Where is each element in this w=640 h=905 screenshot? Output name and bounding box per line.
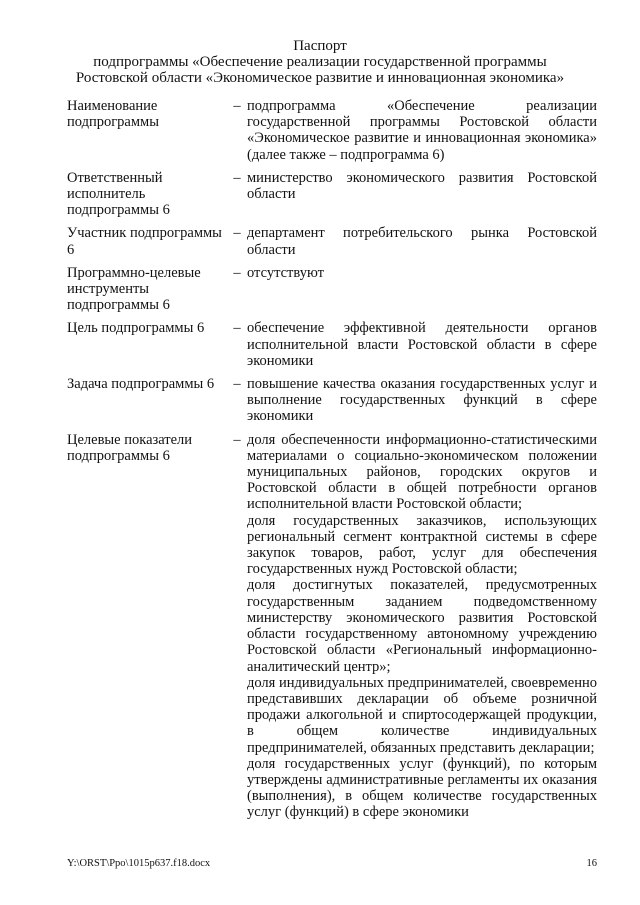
indicator-paragraph: доля достигнутых показателей, предусмотренных государственным заданием подведомственному министерству экономического развития Ростовской области государственному автономному учреждению Ростовской области «Региональный информационно-аналитический центр»; — [247, 577, 597, 675]
row-value: отсутствуют — [247, 264, 324, 281]
passport-row-goal — [67, 320, 597, 369]
row-label: Программно-целевые инструменты подпрограммы 6 — [67, 264, 201, 314]
row-value: повышение качества оказания государственных услуг и выполнение государственных функций в сфере экономики — [247, 376, 597, 425]
row-value: департамент потребительского рынка Ростовской области — [247, 225, 597, 258]
row-value: обеспечение эффективной деятельности органов исполнительной власти Ростовской области в сфере экономики — [247, 320, 597, 369]
document-title: Паспорт — [293, 38, 347, 54]
row-value: министерство экономического развития Ростовской области — [247, 169, 597, 203]
passport-row-name — [67, 98, 597, 163]
page-footer — [67, 858, 597, 870]
indicator-paragraph: доля индивидуальных предпринимателей, своевременно представивших декларации об объеме розничной продажи алкогольной и спиртосодержащей продукции, в общем количестве индивидуальных предпринимателей, обязанных представить декларации; — [247, 674, 597, 756]
row-label: Участник подпрограммы 6 — [67, 225, 222, 258]
passport-row-instruments — [67, 265, 597, 314]
document-subtitle-line-1: подпрограммы «Обеспечение реализации государственной программы — [93, 54, 547, 70]
row-separator: – — [233, 264, 241, 281]
passport-row-task — [67, 376, 597, 425]
row-value: подпрограмма «Обеспечение реализации государственной программы Ростовской области «Экономическое развитие и инновационная экономика» (далее также – подпрограмма 6) — [247, 98, 597, 163]
passport-table — [67, 98, 597, 828]
indicator-paragraph: доля обеспеченности информационно-статистическими материалами о социально-экономическом положении муниципальных районов, городских округов и Ростовской области в общей потребности органов исполнительной власти Ростовской области; — [247, 431, 597, 513]
row-separator: – — [233, 98, 241, 114]
row-value-list — [247, 432, 597, 821]
document-title-block — [0, 38, 640, 86]
row-separator: – — [233, 320, 241, 337]
passport-row-responsible — [67, 170, 597, 219]
row-label: Целевые показатели подпрограммы 6 — [67, 431, 193, 464]
row-separator: – — [233, 376, 241, 393]
passport-row-indicators — [67, 432, 597, 821]
row-label: Цель подпрограммы 6 — [67, 320, 205, 337]
passport-row-participant — [67, 225, 597, 257]
footer-page-number: 16 — [586, 858, 597, 869]
row-label: Ответственный исполнитель подпрограммы 6 — [67, 169, 170, 219]
row-separator: – — [233, 225, 241, 242]
row-separator: – — [233, 431, 241, 448]
row-label: Наименование подпрограммы — [67, 98, 159, 131]
document-subtitle-line-2: Ростовской области «Экономическое развитие и инновационная экономика» — [75, 70, 565, 86]
footer-file-path: Y:\ORST\Ppo\1015p637.f18.docx — [67, 858, 211, 869]
indicator-paragraph: доля государственных заказчиков, использующих региональный сегмент контрактной системы в сфере закупок товаров, работ, услуг для обеспечения государственных нужд Ростовской области; — [247, 512, 597, 578]
row-separator: – — [233, 169, 241, 186]
indicator-paragraph: доля государственных услуг (функций), по которым утверждены административные регламенты их оказания (выполнения), в общем количестве государственных услуг (функций) в сфере экономики — [247, 755, 597, 821]
row-label: Задача подпрограммы 6 — [67, 376, 215, 393]
